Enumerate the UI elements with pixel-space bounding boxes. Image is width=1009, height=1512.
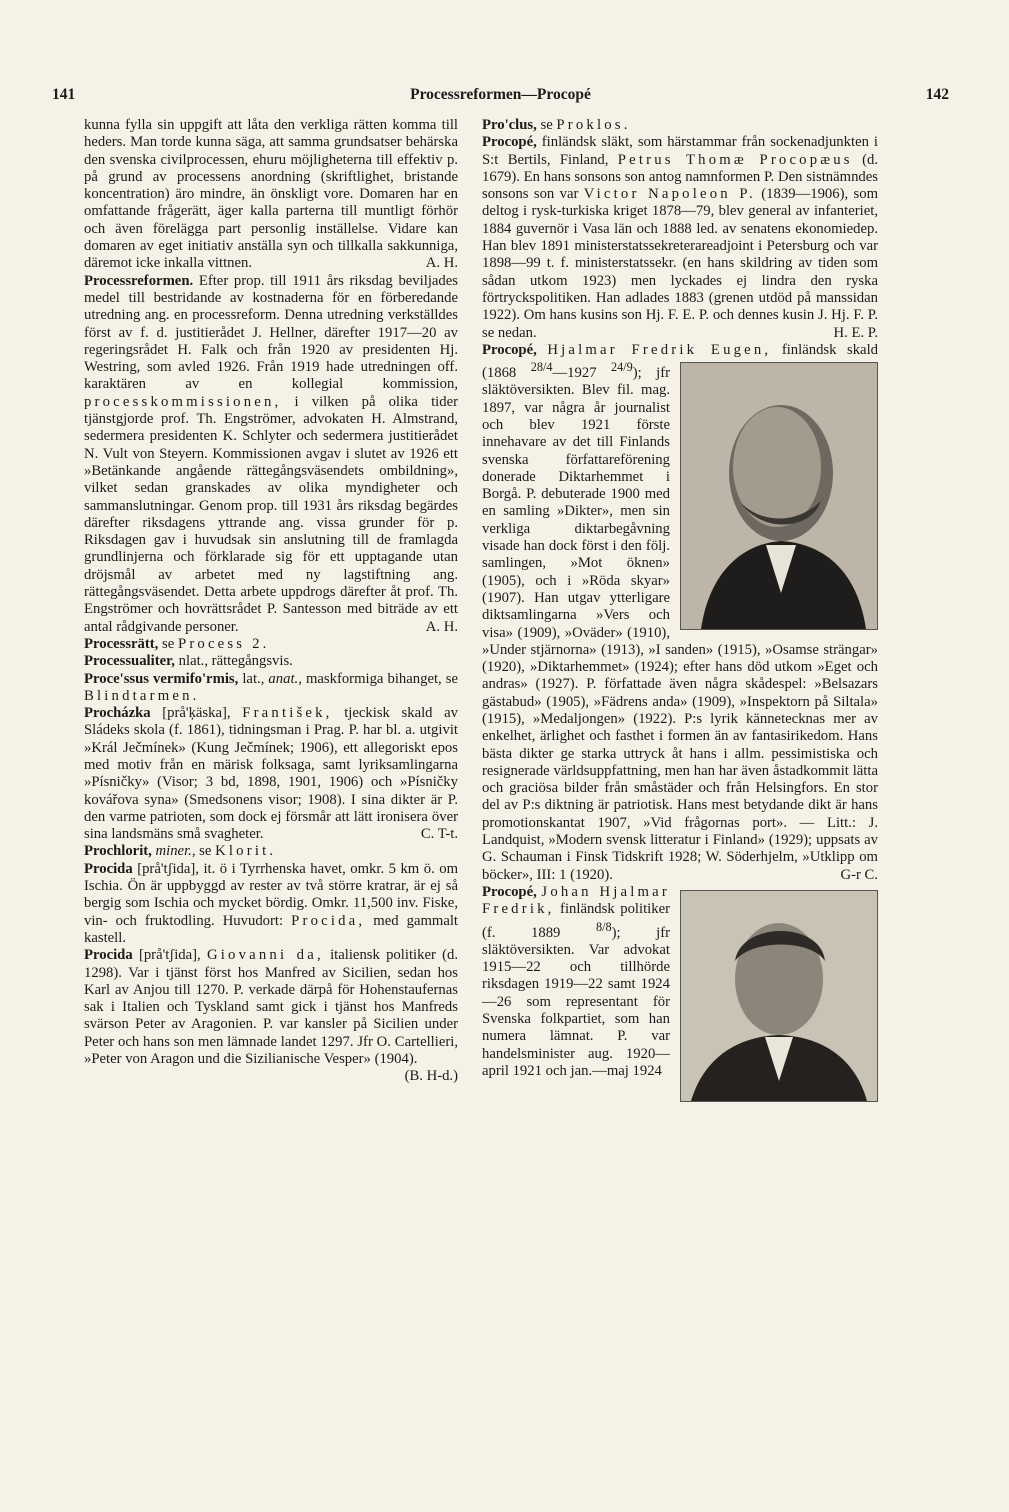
headword: Proce'ssus vermifo'rmis, [84, 670, 239, 687]
signature: G-r C. [840, 866, 878, 883]
portrait-1-drawing [681, 363, 877, 629]
cross-reference: Blindtarmen. [84, 687, 200, 704]
portrait-johan-hjalmar-procope [680, 890, 878, 1102]
entry-procida-giovanni: Procida [prå'tʃida], Giovanni da, italiensk politiker (d. 1298). Var i tjänst först hos Manfred av Sicilien, sedan hos Karl av Anjou till 1270. P. verkade därpå för Hohenstaufernas sak i Italien och Tyskland samt gick i tjänst hos Manfreds svärson Peter av Aragonien. P. var kansler på Sicilien under Peter och hans son men lämnade landet 1297. Jfr O. Cartellieri, »Peter von Aragon und die Sizilianische Vesper» (1904). (B. H-d.) [84, 947, 459, 1085]
entry-procope-hjalmar: Procopé, Hjalmar Fredrik Eugen, finländsk skald (1868 $^{28/4}$—1927 $^{24/9}$ ); jfr släktöversikten. Blev fil. mag. 1897, var några år journalist och blev 1921 förste innehavare av det till Finlands svenska författareförening donerade Diktarhemmet i Borgå. P. debuterade 1900 med en samling »Dikter», men sin verkliga diktarbegåvning visade han dock först i den följ. samlingen, »Mot öknen» (1905), och i »Röda skyar» (1907). Han utgav ytterligare diktsamlingarna »Vers och visa» (1909), »Oväder» (1910), »Under stjärnorna» (1913), »I sanden» (1915), »Osamse strängar» (1920), »Diktarhemmet» (1924); efter hans död utkom »Eget och andras» (1927). P. författade även några skådespel: »Belsazars gästabud» (1905), »Fädrens anda» (1909), »Inspektorn på Siltala» (1915), »Medaljongen» (1922). P:s lyrik kännetecknas mer av enkelhet, ärlighet och fasthet i formen än av fantasirikedom. Hans bästa dikter ge starka uttryck åt hans i allm. pessimistiska och resignerade världsuppfattning, men han har även åstadkommit lätta och graciösa bilder från småstäder och från Helsingfors. En stor del av P:s diktning är patriotisk. Hans mest betydande dikt är hans promotionskantat 1907, »Vid frågornas port». — Litt.: J. Landquist, »Modern svensk litteratur i Finland» (1929); uppsats av G. Schauman i Finsk Tidskrift 1928; W. Söderhjelm, »Utklipp om böcker», III: 1 (1920). G-r C. [482, 341, 878, 883]
entry-procope-johan: Procopé, Johan Hjalmar Fredrik, finländsk politiker (f. 1889 $^{8/8}$); jfr släktöversikten. Var advokat 1915—22 och tillhörde riksdagen 1919—22 samt 1924—26 som representant för Svenska folkpartiet, som han numera lämnat. P. var handelsminister aug. 1920—april 1921 och jan.—maj 1924 [482, 884, 878, 1080]
right-page-number: 142 [925, 86, 949, 103]
headword: Processualiter, [84, 653, 175, 670]
entry-processualiter: Processualiter, nlat., rättegångsvis. [84, 653, 293, 670]
signature: H. E. P. [833, 324, 878, 341]
headword: Pro'clus, [482, 117, 537, 133]
headword: Procida [84, 860, 133, 877]
entry-procope-family: Procopé, finländsk släkt, som härstammar från sockenadjunkten i S:t Bertils, Finland, Petrus Thomæ Procopæus (d. 1679). En hans sonsons son antog namnformen P. Den sistnämndes sonsons son var Victor Napoleon P. (1839—1906), som deltog i rysk-turkiska kriget 1878—79, blev general av infanteriet, 1884 guvernör i Vasa län och 1888 led. av senatens ekonomiedep. Han blev 1891 ministerstatssekreterareadjoint i Petersburg och var 1898—99 t. f. ministerstatssekr. (en hans skildring av tiden som sådan utkom 1923) men lyckades ej lindra den ryska förtryckspolitiken. Han adlades 1883 (grenen utdöd på manssidan 1922). Om hans kusins son Hj. F. E. P. och dennes kusin J. Hj. F. P. se nedan. H. E. P. [482, 134, 878, 341]
signature: A. H. [425, 255, 458, 272]
headword: Procida [84, 947, 133, 964]
headword: Prochlorit, [84, 843, 152, 860]
headword: Procopé, [482, 883, 537, 900]
entry-prochazka: Procházka [prå'ķäska], František, tjeckisk skald av Sládeks skola (f. 1861), tidningsman i Prag. P. har bl. a. utgivit »Král Ječmínek» (Kung Ječmínek; 1906), ett allegoriskt epos med motiv från en märisk folksaga, samt lyriksamlingarna »Písničky» (Visor; 3 bd, 1898, 1901, 1906) och »Písničky kovářova syna» (Smedsonens visor; 1908). I sina dikter är P. den varme patrioten, som dock ej försmår att lätt ironisera över sina landsmäns små svagheter. C. T-t. [84, 705, 459, 843]
cross-reference: Proklos. [556, 117, 631, 133]
headword: Processreformen. [84, 272, 194, 289]
signature: C. T-t. [420, 826, 458, 843]
left-page-number: 141 [52, 86, 76, 103]
headword: Processrätt, [84, 635, 159, 652]
headword: Procopé, [482, 134, 537, 151]
entry-proclus: Pro'clus, se Proklos. [482, 117, 631, 133]
entry-prochlorit: Prochlorit, miner., se Klorit. [84, 843, 277, 860]
signature: A. H. [425, 618, 458, 635]
left-column [84, 117, 458, 1086]
portrait-hjalmar-procope [680, 362, 878, 630]
running-title: Processreformen—Procopé [410, 86, 591, 103]
page-header [52, 86, 949, 110]
cross-reference: Klorit. [215, 843, 277, 860]
entry-processratt: Processrätt, se Process 2. [84, 635, 270, 652]
right-column [482, 117, 878, 1108]
entry-continuation: kunna fylla sin uppgift att låta den verkliga rätten komma till heders. Man torde kunna säga, att samma grundsatser behärska den svenska civilprocessen, ehuru möjligheterna till effektiv p. på grund av processens anordning (skriftlighet, bristande koncentration) äro mindre, än önskligt vore. Domaren har en omfattande frågerätt, äger kalla parterna till muntligt förhör och även förelägga part personlig inställelse. Vidare kan domaren av eget initiativ anställa syn och tillkalla sakkunniga, däremot icke inkalla vittnen. A. H. [84, 117, 458, 272]
signature: (B. H-d.) [404, 1068, 458, 1085]
portrait-2-drawing [681, 891, 877, 1101]
entry-processus-vermiformis: Proce'ssus vermifo'rmis, lat., anat., maskformiga bihanget, se Blindtarmen. [84, 670, 459, 704]
entry-procida-island: Procida [prå'tʃida], it. ö i Tyrrhenska havet, omkr. 5 km ö. om Ischia. Ön är uppbyggd av rester av två större kratrar, är ej så bergig som Ischia och mycket bördig. Omkr. 11,500 inv. Fiske, vin- och fruktodling. Huvudort: Procida, med gammalt kastell. [84, 860, 459, 946]
cross-reference: Process 2. [177, 635, 270, 652]
headword: Procopé, [482, 341, 537, 358]
headword: Procházka [84, 705, 151, 722]
entry-processreformen: Processreformen. Efter prop. till 1911 års riksdag beviljades medel till bestridande av kostnaderna för en förberedande utredning ang. en processreform. Denna utredning verkställdes först av f. d. justitierådet J. Hellner, därefter 1917—20 av regeringsrådet H. Falk och från 1920 av presidenten Hj. Westring, som avled 1926. Från 1919 hade utredningen off. karaktären av en kollegial kommission, processkommissionen, i vilken på olika tider tjänstgjorde prof. Th. Engströmer, advokaten H. Almstrand, sedermera presidenten K. Schlyter och sedermera justitierådet N. Vult von Steyern. Kommissionen avgav i slutet av 1926 ett »Betänkande angående rättegångsväsendets ombildning», vilket sedan granskades av olika myndigheter och sammanslutningar. Genom prop. till 1931 års riksdag begärdes därefter riksdagens yttrande ang. vissa grunder för p. Riksdagen gav i huvudsak sin anslutning till de framlagda grundlinjerna och förklarade sig för ett upptagande utan dröjsmål av arbetet med ny lagstiftning ang. rättegångsväsendet. Detta arbete uppdrogs därefter åt prof. Th. Engströmer och hovrättsrådet P. Santesson med biträde av ett antal rådgivande personer. A. H. [84, 272, 458, 635]
